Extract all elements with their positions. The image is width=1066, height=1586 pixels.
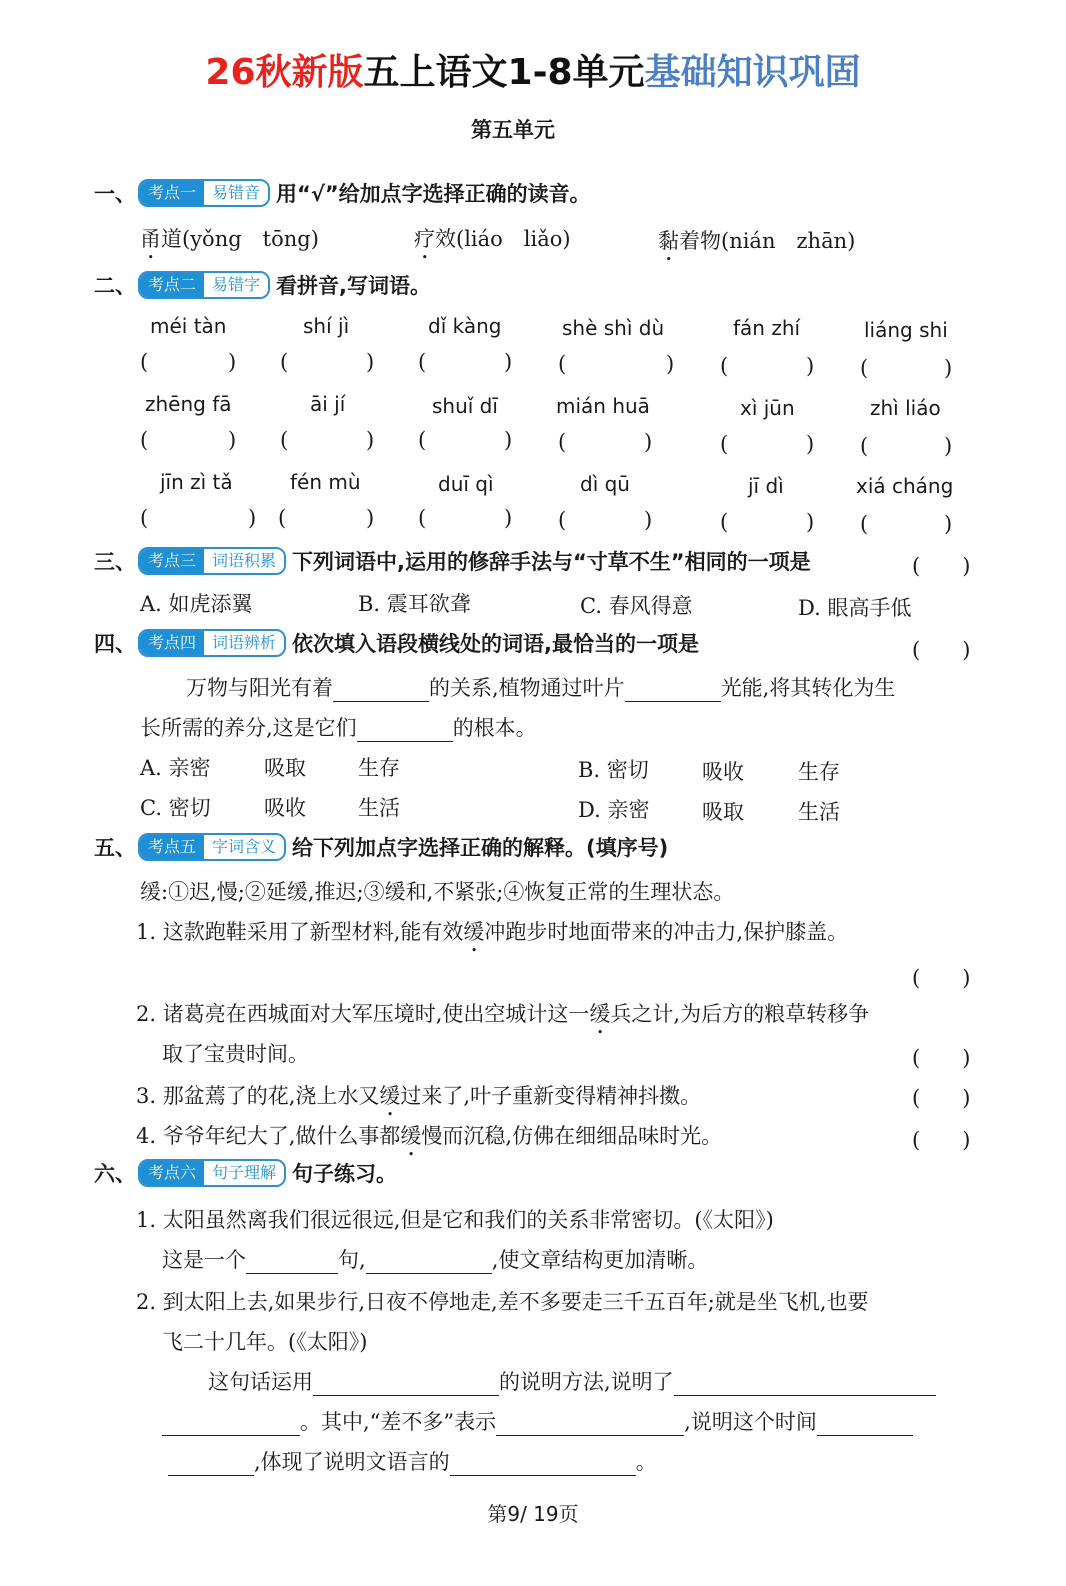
option-b-word-2: 吸收 bbox=[702, 760, 744, 784]
badge-topic: 词语辨析 bbox=[204, 631, 284, 655]
answer-open: ( bbox=[860, 512, 869, 536]
item-text: 着物(nián zhān) bbox=[679, 229, 856, 253]
answer-close: ) bbox=[366, 428, 375, 452]
pinyin: duī qì bbox=[438, 472, 494, 496]
passage-text: 的关系,植物通过叶片 bbox=[429, 676, 625, 700]
question-1 bbox=[136, 916, 848, 957]
option-d-word-2: 吸取 bbox=[702, 800, 744, 824]
dotted-char: 缓 bbox=[589, 1002, 611, 1026]
title-blue: 基础知识巩固 bbox=[644, 52, 861, 93]
answer-close: ) bbox=[248, 506, 257, 530]
fill-blank[interactable] bbox=[625, 679, 721, 702]
question-4 bbox=[136, 1120, 722, 1161]
answer-open: ( bbox=[418, 506, 427, 530]
answer-open: ( bbox=[720, 510, 729, 534]
sentence-2-line-2: 飞二十几年。(《太阳》) bbox=[162, 1330, 368, 1354]
option-a-word-2: 吸取 bbox=[264, 756, 306, 780]
section-number: 四、 bbox=[94, 632, 136, 656]
unit-heading: 第五单元 bbox=[471, 118, 555, 142]
pinyin: shí jì bbox=[303, 314, 350, 338]
answer-close: ) bbox=[644, 430, 653, 454]
question-text: 下列词语中,运用的修辞手法与“寸草不生”相同的一项是 bbox=[292, 550, 811, 574]
answer-open: ( bbox=[418, 350, 427, 374]
dotted-char: 疗 bbox=[414, 227, 435, 251]
pinyin: zhì liáo bbox=[870, 396, 941, 420]
question-3 bbox=[136, 1080, 701, 1121]
answer-open: ( bbox=[860, 356, 869, 380]
fill-blank[interactable] bbox=[450, 1453, 636, 1476]
question-text: 依次填入语段横线处的词语,最恰当的一项是 bbox=[292, 632, 700, 656]
answer-close: ) bbox=[944, 356, 953, 380]
answer-close: ) bbox=[228, 428, 237, 452]
passage-text: 长所需的养分,这是它们 bbox=[140, 716, 357, 740]
answer-close: ) bbox=[504, 506, 513, 530]
badge-topic: 字词含义 bbox=[204, 835, 284, 859]
dotted-char: 甬 bbox=[140, 227, 161, 251]
pinyin: liáng shi bbox=[864, 318, 948, 342]
item-text: 道(yǒng tōng) bbox=[161, 227, 319, 251]
fill-blank[interactable] bbox=[313, 1373, 499, 1396]
answer-open: ( bbox=[278, 506, 287, 530]
badge-point: 考点二 bbox=[140, 273, 204, 297]
section-number: 一、 bbox=[94, 182, 136, 206]
answer-close: ) bbox=[228, 350, 237, 374]
section-number: 六、 bbox=[94, 1162, 136, 1186]
answer-close: ) bbox=[806, 354, 815, 378]
fill-blank[interactable] bbox=[496, 1413, 684, 1436]
section-badge bbox=[138, 547, 286, 575]
answer-text: 这是一个 bbox=[162, 1248, 246, 1272]
badge-topic: 易错音 bbox=[204, 181, 268, 205]
answer-paren: ( ) bbox=[912, 1046, 971, 1070]
answer-close: ) bbox=[366, 506, 375, 530]
answer-text: 。 bbox=[635, 1450, 657, 1474]
passage-text: 万物与阳光有着 bbox=[186, 676, 333, 700]
sentence-2-answer-line-2 bbox=[162, 1406, 913, 1436]
pinyin: xì jūn bbox=[740, 396, 795, 420]
section-instruction: 句子练习。 bbox=[292, 1162, 398, 1186]
section-3-header bbox=[94, 546, 811, 576]
question-text: 3. 那盆蔫了的花,浇上水又 bbox=[136, 1084, 380, 1108]
answer-close: ) bbox=[944, 512, 953, 536]
pinyin: xiá cháng bbox=[856, 474, 954, 498]
fill-blank[interactable] bbox=[357, 719, 453, 742]
question-text: 过来了,叶子重新变得精神抖擞。 bbox=[400, 1084, 702, 1108]
page-title bbox=[0, 44, 1066, 95]
answer-paren: ( ) bbox=[912, 1128, 971, 1152]
answer-close: ) bbox=[504, 428, 513, 452]
answer-open: ( bbox=[280, 428, 289, 452]
option-a: A. 如虎添翼 bbox=[140, 592, 253, 616]
reading-item-1 bbox=[140, 223, 319, 264]
pinyin: dǐ kàng bbox=[428, 314, 502, 338]
answer-open: ( bbox=[280, 350, 289, 374]
answer-open: ( bbox=[140, 350, 149, 374]
answer-text: ,说明这个时间 bbox=[684, 1410, 817, 1434]
answer-close: ) bbox=[504, 350, 513, 374]
answer-open: ( bbox=[418, 428, 427, 452]
question-text: 1. 这款跑鞋采用了新型材料,能有效 bbox=[136, 920, 464, 944]
page-number: 第9/ 19页 bbox=[487, 1502, 579, 1526]
definition-line: 缓:①迟,慢;②延缓,推迟;③缓和,不紧张;④恢复正常的生理状态。 bbox=[140, 880, 735, 904]
dotted-char: 缓 bbox=[463, 920, 485, 944]
reading-item-2 bbox=[414, 223, 571, 264]
answer-open: ( bbox=[860, 434, 869, 458]
badge-topic: 易错字 bbox=[204, 273, 268, 297]
section-5-header bbox=[94, 832, 668, 862]
answer-close: ) bbox=[366, 350, 375, 374]
pinyin: shuǐ dī bbox=[432, 394, 498, 418]
item-text: 效(liáo liǎo) bbox=[435, 227, 571, 251]
answer-open: ( bbox=[558, 508, 567, 532]
answer-open: ( bbox=[720, 354, 729, 378]
section-badge bbox=[138, 271, 270, 299]
option-d-word-1: D. 亲密 bbox=[578, 798, 650, 822]
dotted-char: 黏 bbox=[658, 229, 679, 253]
answer-text: ,体现了说明文语言的 bbox=[254, 1450, 450, 1474]
answer-text: 。其中,“差不多”表示 bbox=[300, 1410, 497, 1434]
section-number: 二、 bbox=[94, 274, 136, 298]
sentence-2-answer-line-1 bbox=[208, 1366, 936, 1396]
badge-point: 考点一 bbox=[140, 181, 204, 205]
section-instruction: 用“√”给加点字选择正确的读音。 bbox=[276, 182, 591, 206]
passage-line-1 bbox=[186, 672, 895, 702]
question-text: 4. 爷爷年纪大了,做什么事都 bbox=[136, 1124, 401, 1148]
section-number: 五、 bbox=[94, 836, 136, 860]
answer-close: ) bbox=[806, 432, 815, 456]
pinyin: jī dì bbox=[748, 474, 784, 498]
badge-point: 考点五 bbox=[140, 835, 204, 859]
fill-blank[interactable] bbox=[246, 1251, 338, 1274]
answer-open: ( bbox=[720, 432, 729, 456]
badge-topic: 词语积累 bbox=[204, 549, 284, 573]
passage-text: 光能,将其转化为生 bbox=[720, 676, 896, 700]
section-instruction: 给下列加点字选择正确的解释。(填序号) bbox=[292, 836, 669, 860]
dotted-char: 缓 bbox=[379, 1084, 401, 1108]
pinyin: jīn zì tǎ bbox=[160, 470, 233, 494]
section-number: 三、 bbox=[94, 550, 136, 574]
answer-open: ( bbox=[558, 430, 567, 454]
badge-point: 考点四 bbox=[140, 631, 204, 655]
question-text: 2. 诸葛亮在西城面对大军压境时,使出空城计这一 bbox=[136, 1002, 590, 1026]
option-c-word-1: C. 密切 bbox=[140, 796, 211, 820]
fill-blank[interactable] bbox=[333, 679, 429, 702]
pinyin: fén mù bbox=[290, 470, 361, 494]
answer-paren: ( ) bbox=[912, 966, 971, 990]
answer-paren: ( ) bbox=[912, 1086, 971, 1110]
answer-paren: ( ) bbox=[912, 638, 971, 662]
passage-text: 的根本。 bbox=[452, 716, 537, 740]
option-b: B. 震耳欲聋 bbox=[358, 592, 471, 616]
sentence-2: 2. 到太阳上去,如果步行,日夜不停地走,差不多要走三千五百年;就是坐飞机,也要 bbox=[136, 1290, 869, 1314]
section-2-header bbox=[94, 270, 431, 300]
section-4-header bbox=[94, 628, 699, 658]
badge-point: 考点三 bbox=[140, 549, 204, 573]
answer-open: ( bbox=[558, 352, 567, 376]
section-badge bbox=[138, 179, 270, 207]
option-d-word-3: 生活 bbox=[798, 800, 840, 824]
pinyin: shè shì dù bbox=[562, 316, 665, 340]
answer-paren: ( ) bbox=[912, 554, 971, 578]
fill-blank[interactable] bbox=[366, 1251, 492, 1274]
fill-blank[interactable] bbox=[817, 1413, 913, 1436]
sentence-1-answer bbox=[162, 1244, 708, 1274]
badge-topic: 句子理解 bbox=[204, 1161, 284, 1185]
fill-blank[interactable] bbox=[162, 1413, 300, 1436]
question-2-line-2: 取了宝贵时间。 bbox=[162, 1042, 309, 1066]
answer-close: ) bbox=[806, 510, 815, 534]
question-text: 兵之计,为后方的粮草转移争 bbox=[610, 1002, 870, 1026]
answer-text: 的说明方法,说明了 bbox=[499, 1370, 674, 1394]
section-badge bbox=[138, 1159, 286, 1187]
answer-open: ( bbox=[140, 428, 149, 452]
fill-blank[interactable] bbox=[168, 1453, 254, 1476]
answer-close: ) bbox=[644, 508, 653, 532]
fill-blank[interactable] bbox=[674, 1373, 936, 1396]
question-2 bbox=[136, 998, 869, 1039]
section-instruction: 看拼音,写词语。 bbox=[276, 274, 432, 298]
reading-item-3 bbox=[658, 225, 855, 266]
section-1-header bbox=[94, 178, 591, 208]
option-d: D. 眼高手低 bbox=[798, 596, 912, 620]
option-c-word-2: 吸收 bbox=[264, 796, 306, 820]
title-red: 26秋新版 bbox=[205, 52, 364, 93]
option-a-word-3: 生存 bbox=[358, 756, 400, 780]
answer-text: 句, bbox=[338, 1248, 366, 1272]
option-b-word-1: B. 密切 bbox=[578, 758, 649, 782]
pinyin: dì qū bbox=[580, 472, 630, 496]
pinyin: méi tàn bbox=[150, 314, 227, 338]
pinyin: fán zhí bbox=[733, 316, 801, 340]
section-6-header bbox=[94, 1158, 397, 1188]
answer-text: ,使文章结构更加清晰。 bbox=[491, 1248, 709, 1272]
pinyin: zhēng fā bbox=[145, 392, 232, 416]
pinyin: āi jí bbox=[310, 392, 346, 416]
question-text: 慢而沉稳,仿佛在细细品味时光。 bbox=[421, 1124, 723, 1148]
section-badge bbox=[138, 629, 286, 657]
passage-line-2 bbox=[140, 712, 537, 742]
answer-text: 这句话运用 bbox=[208, 1370, 313, 1394]
title-black: 五上语文1-8单元 bbox=[363, 52, 645, 93]
option-b-word-3: 生存 bbox=[798, 760, 840, 784]
answer-close: ) bbox=[944, 434, 953, 458]
answer-close: ) bbox=[666, 352, 675, 376]
option-c: C. 春风得意 bbox=[580, 594, 693, 618]
section-badge bbox=[138, 833, 286, 861]
answer-open: ( bbox=[140, 506, 149, 530]
option-c-word-3: 生活 bbox=[358, 796, 400, 820]
question-text: 冲跑步时地面带来的冲击力,保护膝盖。 bbox=[484, 920, 849, 944]
sentence-1: 1. 太阳虽然离我们很远很远,但是它和我们的关系非常密切。(《太阳》) bbox=[136, 1208, 774, 1232]
pinyin: mián huā bbox=[556, 394, 650, 418]
dotted-char: 缓 bbox=[400, 1124, 422, 1148]
sentence-2-answer-line-3 bbox=[168, 1446, 657, 1476]
badge-point: 考点六 bbox=[140, 1161, 204, 1185]
option-a-word-1: A. 亲密 bbox=[140, 756, 211, 780]
